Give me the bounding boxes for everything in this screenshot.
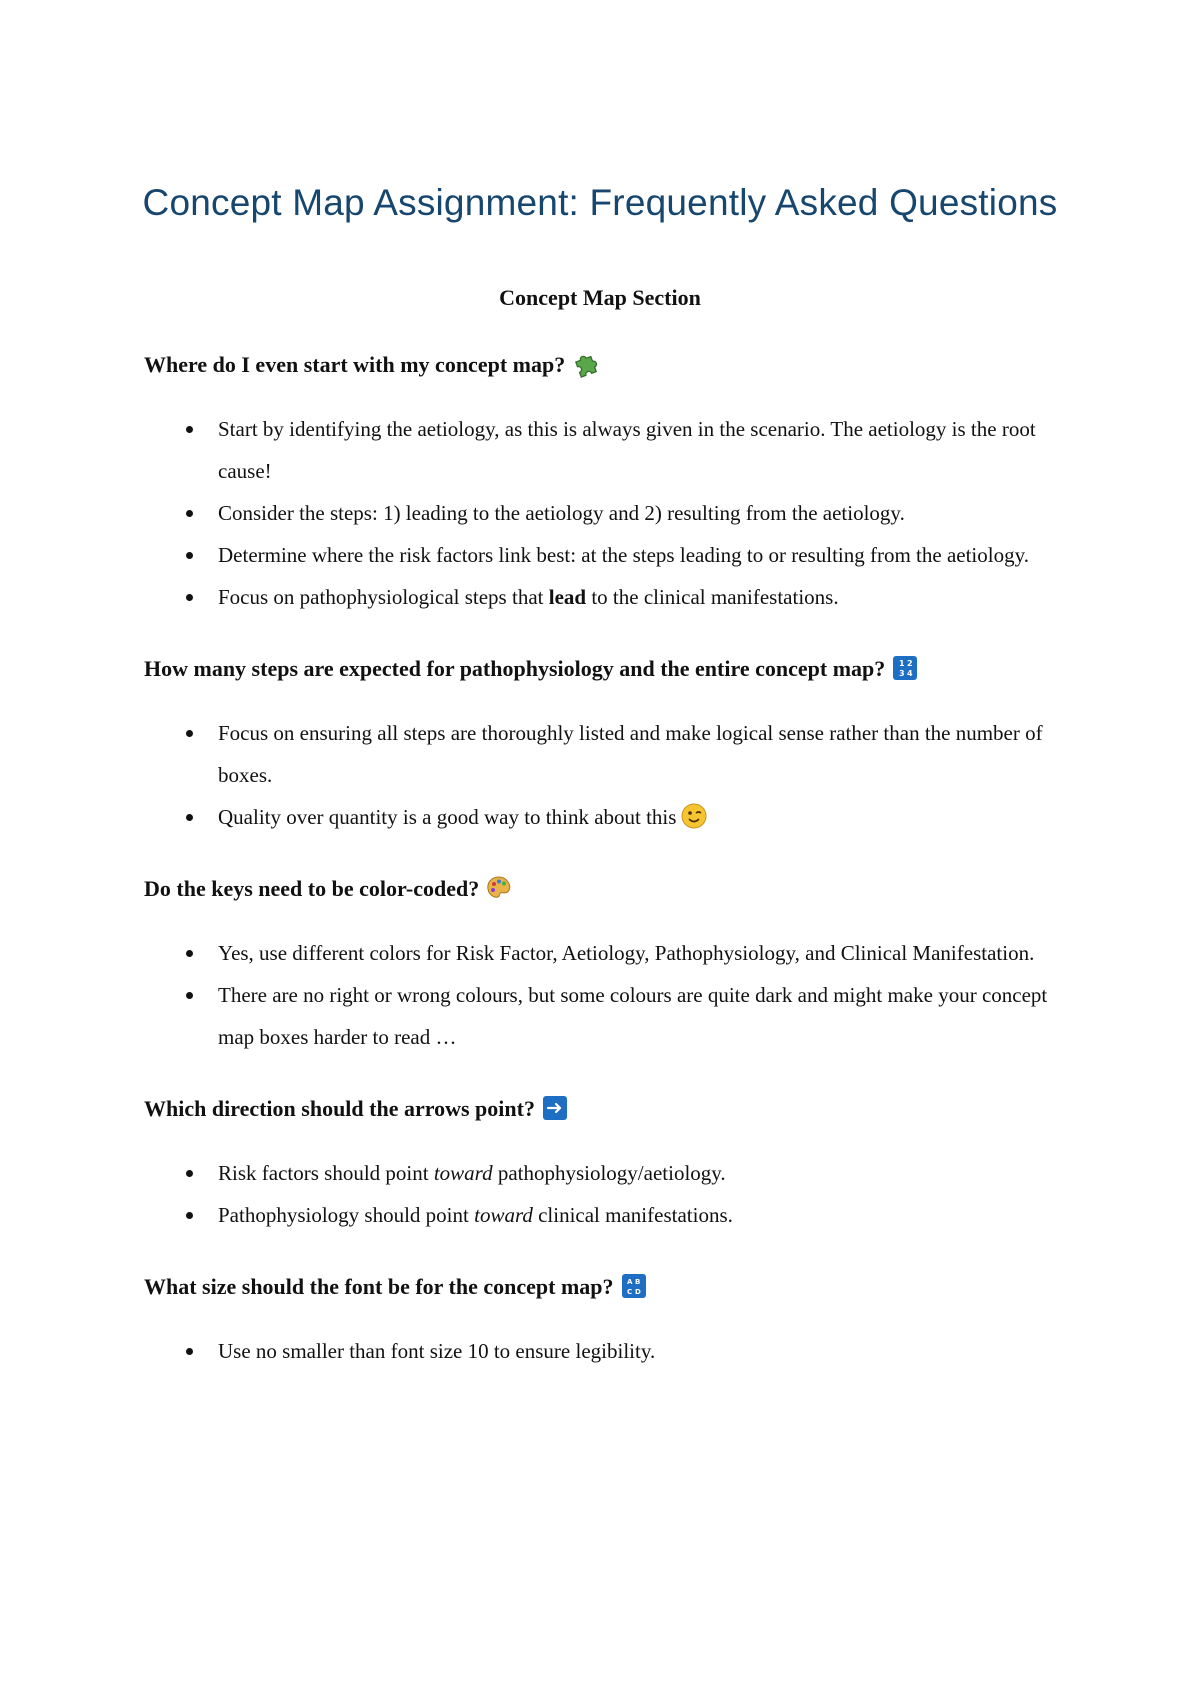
faq-question (144, 874, 1064, 904)
answer-item: Consider the steps: 1) leading to the aetiology and 2) resulting from the aetiology. (144, 492, 1064, 534)
answer-item (144, 1194, 1064, 1236)
faq-answers (144, 1152, 1064, 1236)
answer-text: Focus on pathophysiological steps that (218, 585, 549, 609)
answer-item: Start by identifying the aetiology, as this is always given in the scenario. The aetiology is the root cause! (144, 408, 1064, 492)
answer-text: Risk factors should point (218, 1161, 434, 1185)
answer-item (144, 796, 1064, 838)
answer-item: Determine where the risk factors link best: at the steps leading to or resulting from the aetiology. (144, 534, 1064, 576)
answer-item: Use no smaller than font size 10 to ensure legibility. (144, 1330, 1064, 1372)
svg-text:2: 2 (907, 659, 913, 668)
faq-question (144, 1272, 1064, 1302)
answer-text: clinical manifestations. (532, 1203, 733, 1227)
svg-text:D: D (634, 1288, 641, 1296)
faq-answers (144, 932, 1064, 1058)
numbers-icon (891, 654, 919, 682)
right-arrow-icon (541, 1094, 569, 1122)
faq-question (144, 1094, 1064, 1124)
letters-abcd-icon (620, 1272, 648, 1300)
svg-text:3: 3 (899, 669, 905, 678)
answer-text: Pathophysiology should point (218, 1203, 475, 1227)
section-heading: Concept Map Section (499, 285, 701, 310)
faq-list (144, 350, 1064, 1408)
faq-question-text: Do the keys need to be color-coded? (144, 876, 480, 901)
answer-item: Yes, use different colors for Risk Factor, Aetiology, Pathophysiology, and Clinical Manifestation. (144, 932, 1064, 974)
faq-answers (144, 712, 1064, 838)
svg-text:4: 4 (907, 669, 913, 678)
answer-item: There are no right or wrong colours, but some colours are quite dark and might make your concept map boxes harder to read … (144, 974, 1064, 1058)
answer-item (144, 576, 1064, 618)
answer-bold-text: lead (548, 585, 587, 609)
faq-question-text: Where do I even start with my concept map? (144, 352, 566, 377)
faq-question (144, 350, 1064, 380)
answer-item (144, 1152, 1064, 1194)
faq-answers (144, 408, 1064, 618)
answer-text: pathophysiology/aetiology. (492, 1161, 726, 1185)
faq-question-text: What size should the font be for the concept map? (144, 1274, 614, 1299)
faq-answers (144, 1330, 1064, 1372)
winking-face-icon (680, 802, 708, 830)
answer-text: Quality over quantity is a good way to think about this (218, 805, 677, 829)
svg-text:1: 1 (899, 659, 905, 668)
svg-text:A: A (626, 1278, 632, 1286)
faq-question (144, 654, 1064, 684)
faq-question-text: How many steps are expected for pathophysiology and the entire concept map? (144, 656, 886, 681)
answer-italic-text: toward (474, 1203, 533, 1227)
svg-text:C: C (626, 1288, 632, 1296)
puzzle-piece-icon (571, 350, 599, 378)
answer-text: to the clinical manifestations. (586, 585, 839, 609)
answer-italic-text: toward (433, 1161, 493, 1185)
svg-text:B: B (634, 1278, 640, 1286)
answer-item: Focus on ensuring all steps are thoroughly listed and make logical sense rather than the number of boxes. (144, 712, 1064, 796)
page-title: Concept Map Assignment: Frequently Asked Questions (142, 182, 1058, 223)
artist-palette-icon (485, 874, 513, 902)
faq-question-text: Which direction should the arrows point? (144, 1096, 535, 1121)
